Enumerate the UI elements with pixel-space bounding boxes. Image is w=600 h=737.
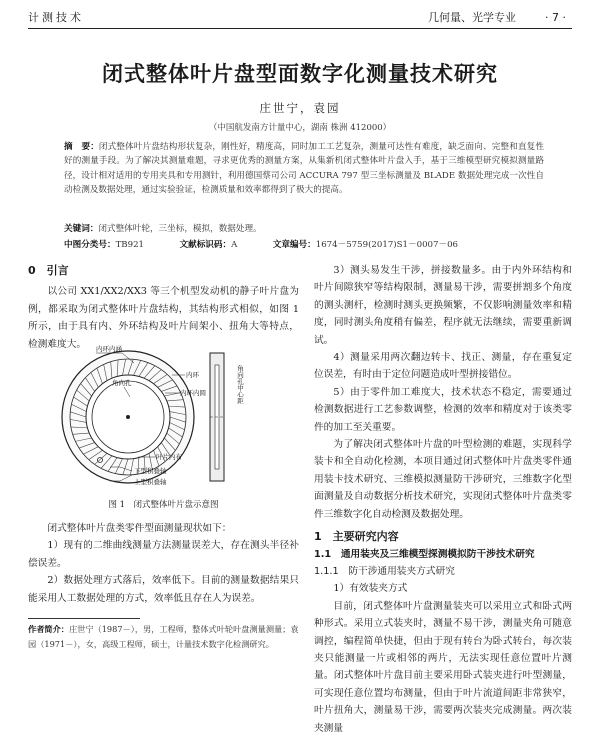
section-1-1-heading: 1.1 通用装夹及三维模型探测模拟防干涉技术研究 [314, 548, 535, 560]
status-item-1: 1）现有的二维曲线测量方法测量误差大，存在测头半径补偿误差。 [28, 540, 299, 569]
left-column-bottom [28, 520, 299, 607]
doc-code-label: 文献标识码： [179, 240, 232, 250]
footnote-label: 作者简介： [28, 624, 69, 634]
page-number: · 7 · [545, 11, 566, 24]
clamping-paragraph: 目前，闭式整体叶片盘测量装夹可以采用立式和卧式两种形式。采用立式装夹时，测量不易干涉，测量夹角可随意调控，编程简单快捷，但由于现有转台为卧式转台，每次装夹只能测量一片或相邻的两片，无法实现任意位置叶片测量。闭式整体叶片盘目前主要采用卧式装夹进行叶型测量，可实现任意位置均布测量，但由于叶片流道间距非常狭窄，叶片扭角大，测量易干涉，需要两次装夹完成测量。两次装夹测量 [314, 600, 572, 734]
clc-value: TB921 [115, 240, 145, 250]
status-item-5: 5）由于零件加工难度大，技术状态不稳定，需要通过检测数据进行工艺参数调整，检测的效率和精度对于该类零件的加工至关重要。 [314, 386, 572, 433]
label-lower-stack: 下型积叠轴 [134, 467, 167, 475]
blisk-front-view [62, 351, 194, 483]
clamping-item-1: 1）有效装夹方式 [333, 583, 408, 595]
footnote-text: 庄世宁（1987－），男，工程师，整体式叶轮叶盘测量测量；袁园（1971－），女，高级工程师，硕士，计量技术数字化检测研究。 [28, 624, 299, 649]
classification-line [64, 238, 458, 250]
keywords-text: 闭式整体叶轮，三坐标，模拟，数据处理。 [98, 224, 262, 234]
section-1-1-1-heading: 1.1.1 防干涉通用装夹方式研究 [314, 565, 455, 577]
journal-name: 计测技术 [28, 11, 84, 24]
doc-code-value: A [231, 240, 238, 250]
status-item-3: 3）测头易发生干涉，拼接数量多。由于内外环结构和叶片间隙狭窄等结构限制，测量易干涉，需要拼割多个角度的测头测杆，检测时测头更换频繁，不仅影响测量效率和精度，同时测头角度稍有偏差，程序就无法继续，需要重新调试。 [314, 265, 572, 346]
section-1-heading: 1 主要研究内容 [314, 530, 399, 544]
author-footnote [28, 622, 299, 651]
right-column [314, 262, 572, 737]
authors: 庄世宁，袁园 [259, 101, 341, 115]
status-item-2: 2）数据处理方式落后，效率低下。目前的测量数据结果只能采用人工数据处理的方式，效率低且存在人为误差。 [28, 575, 299, 604]
figure-caption: 图 1 闭式整体叶片盘示意图 [108, 500, 219, 510]
status-intro: 闭式整体叶片盘类零件型面测量现状如下： [47, 523, 232, 534]
abstract [64, 140, 544, 197]
label-inner-ring-inner: 内环内圆 [180, 389, 206, 397]
status-item-4: 4）测量采用两次翻边转卡、找正、测量，存在重复定位误差，有时由于定位问题造成叶型拼接错位。 [314, 352, 572, 381]
blisk-side-view [210, 353, 224, 481]
affiliation: （中国航发南方计量中心，湖南 株洲 412000） [208, 123, 392, 133]
clc-label: 中图分类号： [64, 240, 116, 250]
label-hole-center-distance: 角向孔中心距 [236, 365, 244, 404]
intro-paragraph: 以公司 XX1/XX2/XX3 等三个机型发动机的静子叶片盘为例，都采取为闭式整体叶片盘结构，其结构形式相似，如图 1 所示，由于具有内、外环结构及叶片间架小、扭角大等特点，检测难度大。 [28, 286, 299, 350]
section-name: 几何量、光学专业 [428, 11, 516, 24]
article-number-label: 文章编号： [272, 240, 316, 250]
article-number-value: 1674－5759(2017)S1－0007－06 [315, 240, 459, 250]
intro-heading: 0 引言 [28, 264, 69, 277]
page-header-right [428, 9, 566, 25]
label-outer-ring: 内环内涵 [96, 345, 122, 353]
label-inner-ring: 内环 [186, 371, 199, 379]
label-angle-hole: 角向孔 [112, 379, 132, 387]
abstract-label: 摘 要： [64, 142, 99, 152]
abstract-text: 闭式整体叶片盘结构形状复杂，刚性好，精度高，同时加工工艺复杂，测量可达性有难度，缺乏面向、完整和直复性好的测量手段。为了解决其测量难题，寻求更优秀的测量方案，从集新机闭式整体叶片盘入手，基于三维模型研究模拟测量路径，设计相对适用的专用夹具和专用测针，利用德国蔡司公司 ACCURA 797 型三坐标测量及 BLADE 数据处理完成一次性自动检测及数据处理，通过实验验证，检测质量和效率都得到了极大的提高。 [64, 142, 544, 195]
paper-title: 闭式整体叶片盘型面数字化测量技术研究 [102, 62, 498, 86]
label-upper-stack: 上型积叠轴 [134, 478, 167, 486]
header-rule [28, 28, 572, 29]
footnote-rule [28, 618, 140, 619]
keywords [64, 222, 544, 234]
label-blade-pack: 叶片内布 [156, 453, 182, 461]
project-summary: 为了解决闭式整体叶片盘的叶型检测的难题，实现科学装卡和全自动化检测，本项目通过闭式整体叶片盘类零件通用装卡技术研究、三维模拟测量防干涉研究，三维数字化型面测量及自动数据分析技术研究，实现闭式整体叶片盘类零件三维数字化自动检测及数据处理。 [314, 439, 572, 520]
figure-blisk-diagram [60, 335, 280, 495]
keywords-label: 关键词： [64, 224, 99, 234]
